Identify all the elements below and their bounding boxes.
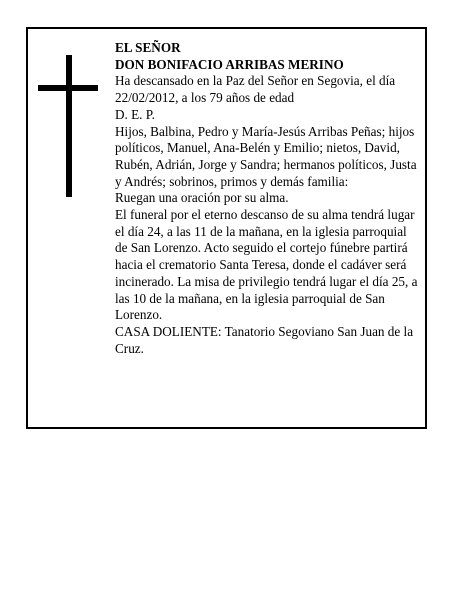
notice-text xyxy=(115,40,421,357)
funeral-details: El funeral por el eterno descanso de su alma tendrá lugar el día 24, a las 11 de la mañana, en la iglesia parroquial de San Lorenzo. Acto seguido el cortejo fúnebre partirá hacia el crematorio Santa Teresa, donde el cadáver será incinerado. La misa de privilegio tendrá lugar el día 25, a las 10 de la mañana, en la iglesia parroquial de San Lorenzo. xyxy=(115,207,418,323)
cross-vertical-bar xyxy=(66,55,72,197)
family-list: Hijos, Balbina, Pedro y María-Jesús Arribas Peñas; hijos políticos, Manuel, Ana-Belén y Emilio; nietos, David, Rubén, Adrián, Jorge y Sandra; hermanos políticos, Justa y Andrés; sobrinos, primos y demás familia: xyxy=(115,123,417,189)
cross-horizontal-bar xyxy=(38,85,98,91)
rip-line: D. E. P. xyxy=(115,106,155,122)
death-announcement: Ha descansado en la Paz del Señor en Segovia, el día 22/02/2012, a los 79 años de edad xyxy=(115,73,396,106)
prayer-request: Ruegan una oración por su alma. xyxy=(115,190,289,206)
obituary-notice xyxy=(26,27,427,429)
deceased-name: DON BONIFACIO ARRIBAS MERINO xyxy=(115,56,344,72)
mourning-house: CASA DOLIENTE: Tanatorio Segoviano San Juan de la Cruz. xyxy=(115,323,414,356)
title-line-1: EL SEÑOR xyxy=(115,40,181,55)
